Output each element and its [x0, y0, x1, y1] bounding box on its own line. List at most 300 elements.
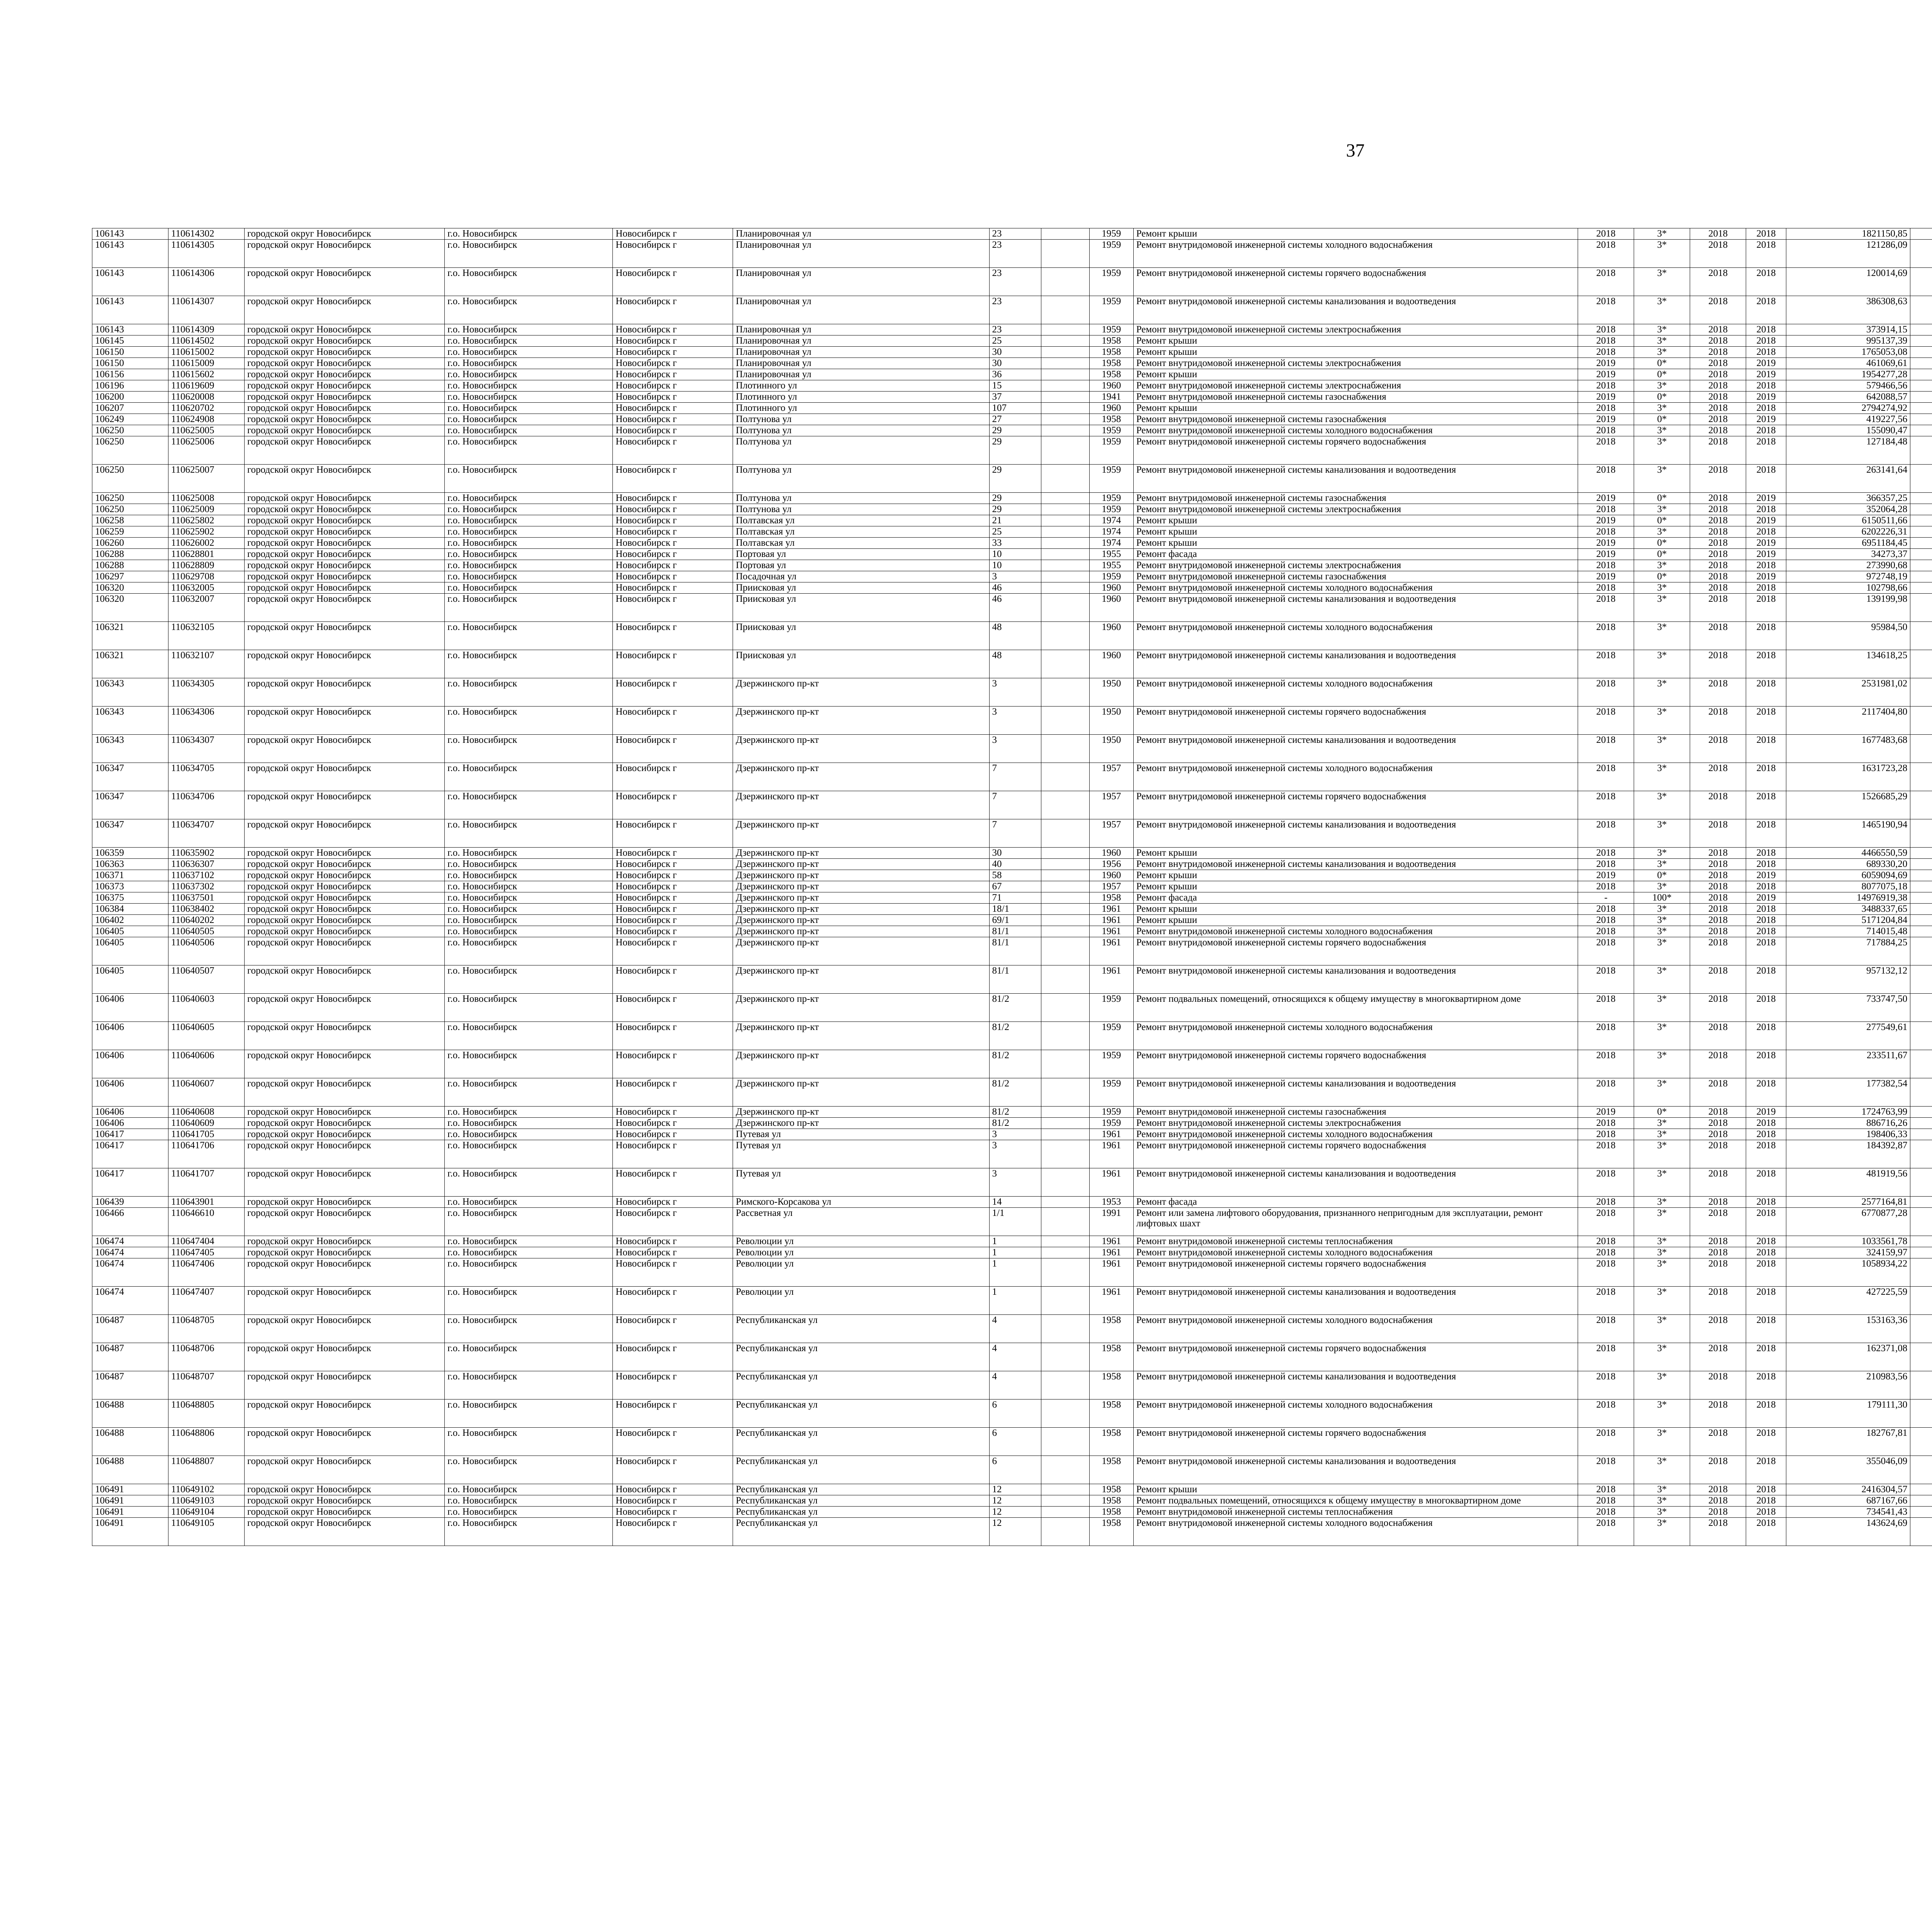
cell-start-year: 2018 [1690, 324, 1746, 335]
cell-settlement: г.о. Новосибирск [445, 347, 613, 358]
cell-owner-funds [1910, 1343, 1932, 1371]
cell-work-type: Ремонт внутридомовой инженерной системы холодного водоснабжения [1133, 1399, 1578, 1428]
cell-street: Республиканская ул [733, 1484, 989, 1495]
cell-house-id: 106150 [92, 347, 168, 358]
cell-house-number: 12 [989, 1484, 1041, 1495]
cell-settlement: г.о. Новосибирск [445, 560, 613, 571]
cell-house-number: 3 [989, 1129, 1041, 1140]
cell-locality: Новосибирск г [613, 347, 733, 358]
cell-settlement: г.о. Новосибирск [445, 819, 613, 848]
cell-year-built: 1958 [1089, 347, 1133, 358]
cell-state: 3* [1634, 915, 1690, 926]
table-row [92, 915, 1932, 926]
cell-plan-year: 2018 [1578, 937, 1634, 965]
cell-work-type: Ремонт внутридомовой инженерной системы электроснабжения [1133, 504, 1578, 515]
cell-locality: Новосибирск г [613, 1456, 733, 1484]
cell-start-year: 2018 [1690, 436, 1746, 465]
cell-municipality: городской округ Новосибирск [244, 735, 444, 763]
cell-building [1041, 1140, 1089, 1168]
cell-municipality: городской округ Новосибирск [244, 369, 444, 380]
cell-year-built: 1958 [1089, 1371, 1133, 1399]
cell-house-id: 106321 [92, 650, 168, 678]
cell-plan-year: 2018 [1578, 465, 1634, 493]
cell-house-number: 4 [989, 1343, 1041, 1371]
cell-state: 0* [1634, 538, 1690, 549]
cell-building [1041, 1118, 1089, 1129]
cell-street: Революции ул [733, 1287, 989, 1315]
cell-work-type: Ремонт внутридомовой инженерной системы канализования и водоотведения [1133, 1287, 1578, 1315]
cell-work-type: Ремонт внутридомовой инженерной системы газоснабжения [1133, 392, 1578, 403]
table-row [92, 526, 1932, 538]
cell-start-year: 2018 [1690, 526, 1746, 538]
cell-state: 3* [1634, 347, 1690, 358]
cell-work-code: 110614302 [168, 228, 244, 240]
cell-street: Планировочная ул [733, 324, 989, 335]
cell-plan-year: 2019 [1578, 414, 1634, 425]
cell-plan-year: 2018 [1578, 791, 1634, 819]
table-row [92, 369, 1932, 380]
cell-work-type: Ремонт внутридомовой инженерной системы холодного водоснабжения [1133, 678, 1578, 707]
cell-total-cost: 1526685,29 [1786, 791, 1910, 819]
cell-end-year: 2018 [1746, 707, 1786, 735]
cell-plan-year: 2018 [1578, 678, 1634, 707]
cell-year-built: 1960 [1089, 650, 1133, 678]
table-row [92, 268, 1932, 296]
cell-locality: Новосибирск г [613, 392, 733, 403]
cell-year-built: 1959 [1089, 296, 1133, 324]
cell-state: 3* [1634, 425, 1690, 436]
table-row [92, 881, 1932, 892]
table-row [92, 1495, 1932, 1507]
cell-locality: Новосибирск г [613, 369, 733, 380]
cell-end-year: 2019 [1746, 515, 1786, 526]
cell-state: 3* [1634, 904, 1690, 915]
cell-year-built: 1950 [1089, 678, 1133, 707]
cell-end-year: 2018 [1746, 504, 1786, 515]
cell-house-number: 71 [989, 892, 1041, 904]
cell-state: 3* [1634, 403, 1690, 414]
cell-state: 3* [1634, 240, 1690, 268]
cell-house-id: 106359 [92, 848, 168, 859]
cell-work-code: 110632105 [168, 622, 244, 650]
cell-total-cost: 143624,69 [1786, 1518, 1910, 1546]
cell-building [1041, 240, 1089, 268]
cell-settlement: г.о. Новосибирск [445, 335, 613, 347]
table-row [92, 965, 1932, 994]
table-row [92, 650, 1932, 678]
cell-owner-funds [1910, 1140, 1932, 1168]
cell-municipality: городской округ Новосибирск [244, 549, 444, 560]
cell-street: Приисковая ул [733, 622, 989, 650]
cell-building [1041, 1518, 1089, 1546]
cell-start-year: 2018 [1690, 1236, 1746, 1247]
cell-owner-funds [1910, 1118, 1932, 1129]
cell-work-type: Ремонт фасада [1133, 892, 1578, 904]
table-row [92, 324, 1932, 335]
cell-street: Дзержинского пр-кт [733, 1050, 989, 1078]
cell-state: 3* [1634, 268, 1690, 296]
cell-building [1041, 819, 1089, 848]
cell-owner-funds [1910, 678, 1932, 707]
cell-state: 3* [1634, 1050, 1690, 1078]
cell-plan-year: 2018 [1578, 707, 1634, 735]
table-row [92, 926, 1932, 937]
cell-municipality: городской округ Новосибирск [244, 1140, 444, 1168]
cell-work-code: 110637302 [168, 881, 244, 892]
cell-work-type: Ремонт внутридомовой инженерной системы горячего водоснабжения [1133, 268, 1578, 296]
cell-municipality: городской округ Новосибирск [244, 937, 444, 965]
capital-repair-table [92, 228, 1932, 1546]
cell-locality: Новосибирск г [613, 403, 733, 414]
cell-owner-funds [1910, 650, 1932, 678]
cell-municipality: городской округ Новосибирск [244, 504, 444, 515]
cell-total-cost: 233511,67 [1786, 1050, 1910, 1078]
cell-total-cost: 134618,25 [1786, 650, 1910, 678]
cell-total-cost: 6059094,69 [1786, 870, 1910, 881]
cell-plan-year: 2018 [1578, 526, 1634, 538]
cell-house-id: 106260 [92, 538, 168, 549]
cell-municipality: городской округ Новосибирск [244, 240, 444, 268]
cell-house-number: 1/1 [989, 1208, 1041, 1236]
cell-year-built: 1959 [1089, 465, 1133, 493]
table-row [92, 380, 1932, 392]
cell-settlement: г.о. Новосибирск [445, 1050, 613, 1078]
cell-total-cost: 2577164,81 [1786, 1197, 1910, 1208]
cell-municipality: городской округ Новосибирск [244, 707, 444, 735]
cell-locality: Новосибирск г [613, 268, 733, 296]
cell-year-built: 1959 [1089, 571, 1133, 582]
cell-work-code: 110640609 [168, 1118, 244, 1129]
cell-street: Революции ул [733, 1236, 989, 1247]
table-row [92, 347, 1932, 358]
cell-plan-year: 2018 [1578, 819, 1634, 848]
cell-street: Приисковая ул [733, 594, 989, 622]
cell-work-type: Ремонт внутридомовой инженерной системы канализования и водоотведения [1133, 1371, 1578, 1399]
cell-settlement: г.о. Новосибирск [445, 870, 613, 881]
cell-building [1041, 859, 1089, 870]
cell-state: 3* [1634, 1399, 1690, 1428]
cell-year-built: 1961 [1089, 1236, 1133, 1247]
cell-work-type: Ремонт крыши [1133, 335, 1578, 347]
cell-state: 3* [1634, 650, 1690, 678]
cell-state: 3* [1634, 526, 1690, 538]
table-row [92, 240, 1932, 268]
cell-house-number: 1 [989, 1247, 1041, 1258]
cell-municipality: городской округ Новосибирск [244, 650, 444, 678]
cell-house-number: 81/2 [989, 1107, 1041, 1118]
cell-work-type: Ремонт внутридомовой инженерной системы канализования и водоотведения [1133, 819, 1578, 848]
cell-locality: Новосибирск г [613, 848, 733, 859]
cell-plan-year: 2018 [1578, 1428, 1634, 1456]
table-row [92, 707, 1932, 735]
cell-work-type: Ремонт внутридомовой инженерной системы холодного водоснабжения [1133, 1022, 1578, 1050]
cell-plan-year: 2018 [1578, 296, 1634, 324]
cell-state: 3* [1634, 296, 1690, 324]
cell-house-number: 29 [989, 425, 1041, 436]
cell-start-year: 2018 [1690, 1495, 1746, 1507]
cell-house-id: 106488 [92, 1399, 168, 1428]
cell-municipality: городской округ Новосибирск [244, 1518, 444, 1546]
cell-work-type: Ремонт внутридомовой инженерной системы канализования и водоотведения [1133, 296, 1578, 324]
cell-street: Полтунова ул [733, 425, 989, 436]
cell-locality: Новосибирск г [613, 380, 733, 392]
cell-year-built: 1961 [1089, 926, 1133, 937]
cell-locality: Новосибирск г [613, 571, 733, 582]
cell-municipality: городской округ Новосибирск [244, 392, 444, 403]
cell-house-id: 106491 [92, 1495, 168, 1507]
cell-municipality: городской округ Новосибирск [244, 414, 444, 425]
cell-house-id: 106288 [92, 560, 168, 571]
table-row [92, 1022, 1932, 1050]
cell-street: Дзержинского пр-кт [733, 735, 989, 763]
cell-start-year: 2018 [1690, 915, 1746, 926]
cell-settlement: г.о. Новосибирск [445, 904, 613, 915]
cell-start-year: 2018 [1690, 1107, 1746, 1118]
cell-work-code: 110640608 [168, 1107, 244, 1118]
cell-work-type: Ремонт внутридомовой инженерной системы холодного водоснабжения [1133, 582, 1578, 594]
cell-house-id: 106373 [92, 881, 168, 892]
cell-work-type: Ремонт внутридомовой инженерной системы теплоснабжения [1133, 1236, 1578, 1247]
cell-end-year: 2018 [1746, 1236, 1786, 1247]
cell-work-code: 110629708 [168, 571, 244, 582]
cell-end-year: 2019 [1746, 870, 1786, 881]
cell-settlement: г.о. Новосибирск [445, 1078, 613, 1107]
cell-plan-year: 2018 [1578, 1456, 1634, 1484]
cell-house-number: 29 [989, 465, 1041, 493]
cell-start-year: 2018 [1690, 1343, 1746, 1371]
cell-municipality: городской округ Новосибирск [244, 1495, 444, 1507]
cell-locality: Новосибирск г [613, 994, 733, 1022]
cell-street: Республиканская ул [733, 1495, 989, 1507]
cell-total-cost: 153163,36 [1786, 1315, 1910, 1343]
cell-total-cost: 1058934,22 [1786, 1258, 1910, 1287]
cell-total-cost: 179111,30 [1786, 1399, 1910, 1428]
cell-owner-funds [1910, 1287, 1932, 1315]
cell-house-number: 12 [989, 1507, 1041, 1518]
cell-house-number: 33 [989, 538, 1041, 549]
cell-plan-year: 2019 [1578, 515, 1634, 526]
cell-end-year: 2018 [1746, 425, 1786, 436]
cell-end-year: 2018 [1746, 1140, 1786, 1168]
cell-street: Плотинного ул [733, 403, 989, 414]
cell-start-year: 2018 [1690, 549, 1746, 560]
cell-owner-funds [1910, 465, 1932, 493]
cell-plan-year: 2018 [1578, 1343, 1634, 1371]
cell-owner-funds [1910, 819, 1932, 848]
cell-settlement: г.о. Новосибирск [445, 414, 613, 425]
cell-house-id: 106143 [92, 296, 168, 324]
cell-start-year: 2018 [1690, 735, 1746, 763]
cell-settlement: г.о. Новосибирск [445, 848, 613, 859]
cell-end-year: 2018 [1746, 436, 1786, 465]
cell-settlement: г.о. Новосибирск [445, 1518, 613, 1546]
table-row [92, 1118, 1932, 1129]
table-row [92, 1399, 1932, 1428]
cell-state: 3* [1634, 819, 1690, 848]
cell-state: 0* [1634, 1107, 1690, 1118]
cell-plan-year: 2018 [1578, 347, 1634, 358]
cell-end-year: 2018 [1746, 915, 1786, 926]
cell-start-year: 2018 [1690, 380, 1746, 392]
cell-total-cost: 34273,37 [1786, 549, 1910, 560]
cell-work-type: Ремонт внутридомовой инженерной системы холодного водоснабжения [1133, 622, 1578, 650]
cell-owner-funds [1910, 763, 1932, 791]
cell-work-type: Ремонт внутридомовой инженерной системы горячего водоснабжения [1133, 1258, 1578, 1287]
cell-work-code: 110625902 [168, 526, 244, 538]
cell-street: Дзержинского пр-кт [733, 1078, 989, 1107]
cell-plan-year: 2019 [1578, 369, 1634, 380]
table-row [92, 1507, 1932, 1518]
cell-end-year: 2018 [1746, 1287, 1786, 1315]
table-row [92, 436, 1932, 465]
cell-settlement: г.о. Новосибирск [445, 549, 613, 560]
cell-owner-funds [1910, 735, 1932, 763]
cell-start-year: 2018 [1690, 465, 1746, 493]
cell-house-number: 27 [989, 414, 1041, 425]
table-row [92, 414, 1932, 425]
cell-total-cost: 366357,25 [1786, 493, 1910, 504]
cell-settlement: г.о. Новосибирск [445, 1287, 613, 1315]
cell-total-cost: 957132,12 [1786, 965, 1910, 994]
cell-street: Портовая ул [733, 549, 989, 560]
cell-settlement: г.о. Новосибирск [445, 1118, 613, 1129]
cell-building [1041, 582, 1089, 594]
cell-start-year: 2018 [1690, 1129, 1746, 1140]
cell-state: 3* [1634, 707, 1690, 735]
cell-house-id: 106491 [92, 1484, 168, 1495]
cell-house-id: 106321 [92, 622, 168, 650]
cell-house-id: 106466 [92, 1208, 168, 1236]
cell-work-type: Ремонт внутридомовой инженерной системы канализования и водоотведения [1133, 859, 1578, 870]
cell-municipality: городской округ Новосибирск [244, 1197, 444, 1208]
cell-house-number: 23 [989, 228, 1041, 240]
cell-state: 0* [1634, 369, 1690, 380]
cell-year-built: 1960 [1089, 848, 1133, 859]
cell-year-built: 1958 [1089, 1399, 1133, 1428]
cell-total-cost: 1465190,94 [1786, 819, 1910, 848]
cell-plan-year: 2018 [1578, 268, 1634, 296]
cell-state: 3* [1634, 1343, 1690, 1371]
cell-work-code: 110648806 [168, 1428, 244, 1456]
cell-state: 3* [1634, 763, 1690, 791]
cell-total-cost: 184392,87 [1786, 1140, 1910, 1168]
cell-locality: Новосибирск г [613, 1129, 733, 1140]
cell-state: 3* [1634, 1140, 1690, 1168]
cell-end-year: 2019 [1746, 358, 1786, 369]
cell-plan-year: 2018 [1578, 1258, 1634, 1287]
table-row [92, 994, 1932, 1022]
cell-building [1041, 465, 1089, 493]
cell-municipality: городской округ Новосибирск [244, 1118, 444, 1129]
cell-locality: Новосибирск г [613, 560, 733, 571]
cell-municipality: городской округ Новосибирск [244, 335, 444, 347]
cell-plan-year: 2018 [1578, 763, 1634, 791]
cell-owner-funds [1910, 848, 1932, 859]
cell-end-year: 2019 [1746, 414, 1786, 425]
cell-state: 3* [1634, 881, 1690, 892]
cell-end-year: 2018 [1746, 819, 1786, 848]
cell-building [1041, 380, 1089, 392]
cell-year-built: 1959 [1089, 493, 1133, 504]
cell-municipality: городской округ Новосибирск [244, 425, 444, 436]
cell-locality: Новосибирск г [613, 892, 733, 904]
cell-start-year: 2018 [1690, 515, 1746, 526]
cell-work-code: 110632005 [168, 582, 244, 594]
cell-municipality: городской округ Новосибирск [244, 892, 444, 904]
cell-year-built: 1958 [1089, 335, 1133, 347]
cell-start-year: 2018 [1690, 1428, 1746, 1456]
cell-street: Полтавская ул [733, 515, 989, 526]
cell-total-cost: 1724763,99 [1786, 1107, 1910, 1118]
cell-work-type: Ремонт подвальных помещений, относящихся к общему имуществу в многоквартирном доме [1133, 1495, 1578, 1507]
cell-work-code: 110615002 [168, 347, 244, 358]
cell-municipality: городской округ Новосибирск [244, 622, 444, 650]
cell-work-code: 110637501 [168, 892, 244, 904]
cell-owner-funds [1910, 1371, 1932, 1399]
cell-plan-year: 2018 [1578, 650, 1634, 678]
cell-work-code: 110637102 [168, 870, 244, 881]
cell-house-id: 106406 [92, 1118, 168, 1129]
cell-state: 3* [1634, 1129, 1690, 1140]
cell-plan-year: 2019 [1578, 1107, 1634, 1118]
cell-work-code: 110632107 [168, 650, 244, 678]
cell-work-code: 110648807 [168, 1456, 244, 1484]
cell-total-cost: 2531981,02 [1786, 678, 1910, 707]
cell-work-code: 110640606 [168, 1050, 244, 1078]
cell-house-number: 10 [989, 549, 1041, 560]
cell-house-id: 106405 [92, 937, 168, 965]
cell-house-id: 106491 [92, 1518, 168, 1546]
cell-house-id: 106405 [92, 926, 168, 937]
table-row [92, 1208, 1932, 1236]
cell-owner-funds [1910, 870, 1932, 881]
cell-municipality: городской округ Новосибирск [244, 582, 444, 594]
cell-end-year: 2019 [1746, 892, 1786, 904]
cell-municipality: городской округ Новосибирск [244, 1456, 444, 1484]
table-row [92, 594, 1932, 622]
cell-start-year: 2018 [1690, 707, 1746, 735]
cell-state: 3* [1634, 594, 1690, 622]
cell-street: Дзержинского пр-кт [733, 965, 989, 994]
cell-state: 3* [1634, 1118, 1690, 1129]
table-row [92, 1371, 1932, 1399]
cell-street: Планировочная ул [733, 347, 989, 358]
cell-year-built: 1960 [1089, 622, 1133, 650]
cell-locality: Новосибирск г [613, 1107, 733, 1118]
cell-house-number: 81/2 [989, 1078, 1041, 1107]
cell-total-cost: 14976919,38 [1786, 892, 1910, 904]
cell-settlement: г.о. Новосибирск [445, 582, 613, 594]
cell-work-code: 110649104 [168, 1507, 244, 1518]
cell-start-year: 2018 [1690, 358, 1746, 369]
cell-year-built: 1959 [1089, 425, 1133, 436]
cell-street: Дзержинского пр-кт [733, 678, 989, 707]
cell-work-code: 110636307 [168, 859, 244, 870]
cell-start-year: 2018 [1690, 881, 1746, 892]
cell-end-year: 2018 [1746, 1507, 1786, 1518]
table-row [92, 1129, 1932, 1140]
cell-end-year: 2018 [1746, 296, 1786, 324]
cell-work-type: Ремонт крыши [1133, 848, 1578, 859]
cell-work-code: 110647407 [168, 1287, 244, 1315]
table-row [92, 571, 1932, 582]
table-row [92, 870, 1932, 881]
cell-settlement: г.о. Новосибирск [445, 1236, 613, 1247]
cell-house-id: 106320 [92, 582, 168, 594]
cell-settlement: г.о. Новосибирск [445, 425, 613, 436]
cell-end-year: 2018 [1746, 926, 1786, 937]
table-row [92, 1258, 1932, 1287]
